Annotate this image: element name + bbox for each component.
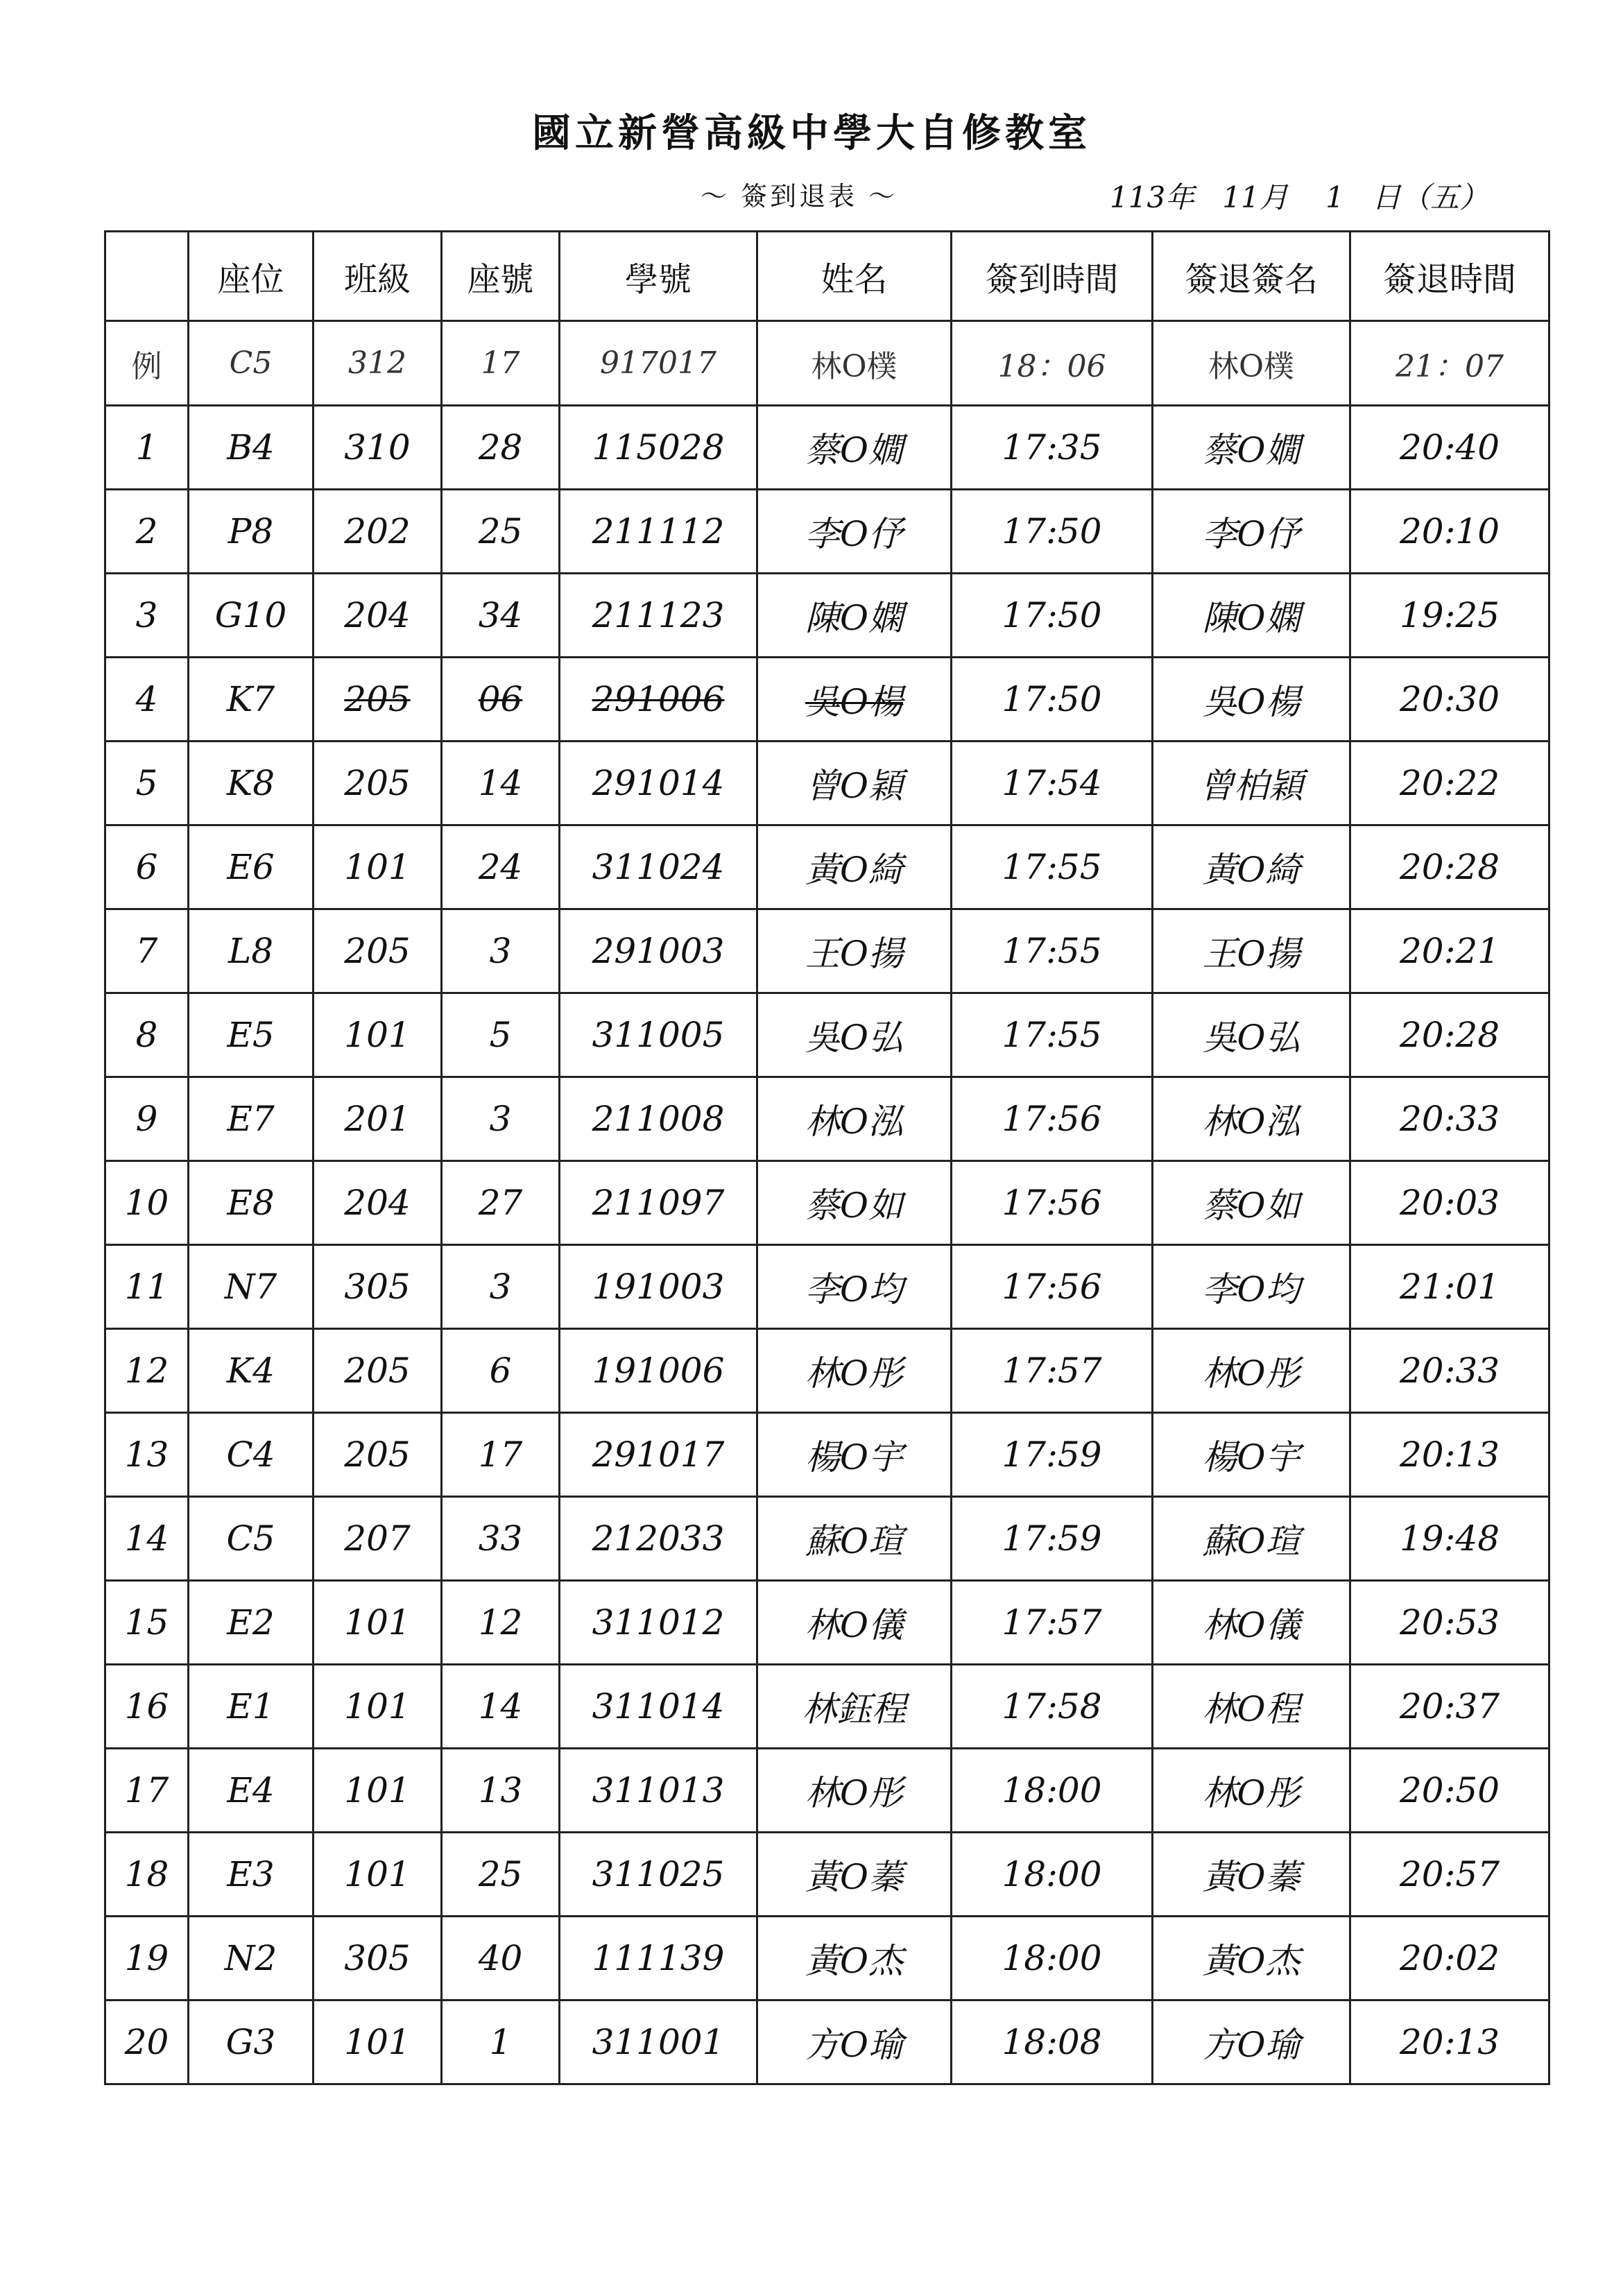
cell-seat-no: 27 bbox=[442, 1161, 560, 1245]
cell-name: 蘇O瑄 bbox=[757, 1497, 952, 1581]
cell-checkin: 17:59 bbox=[952, 1497, 1153, 1581]
example-student-id: 917017 bbox=[560, 321, 757, 406]
cell-name: 林O彤 bbox=[757, 1749, 952, 1833]
cell-checkin: 17:54 bbox=[952, 742, 1153, 825]
cell-student-id: 111139 bbox=[560, 1917, 757, 2001]
row-number: 10 bbox=[105, 1161, 189, 1245]
cell-seat-no: 3 bbox=[442, 1077, 560, 1161]
cell-class: 205 bbox=[314, 1413, 442, 1497]
cell-class: 201 bbox=[314, 1077, 442, 1161]
cell-checkout: 20:03 bbox=[1350, 1161, 1549, 1245]
cell-seat-no: 28 bbox=[442, 406, 560, 490]
row-number: 17 bbox=[105, 1749, 189, 1833]
cell-name: 方O瑜 bbox=[757, 2001, 952, 2084]
cell-seat: C4 bbox=[189, 1413, 314, 1497]
table-row bbox=[105, 1329, 1549, 1413]
row-number: 5 bbox=[105, 742, 189, 825]
cell-seat-no: 40 bbox=[442, 1917, 560, 2001]
sheet-subtitle: ～ 簽到退表 ～ bbox=[701, 181, 898, 212]
date-weekday: 五 bbox=[1429, 180, 1459, 214]
header-seat-no: 座號 bbox=[442, 232, 560, 321]
table-row bbox=[105, 574, 1549, 658]
cell-class: 207 bbox=[314, 1497, 442, 1581]
cell-name: 林O泓 bbox=[757, 1077, 952, 1161]
cell-checkin: 17:50 bbox=[952, 658, 1153, 742]
cell-checkout: 20:53 bbox=[1350, 1581, 1549, 1665]
cell-checkout: 20:37 bbox=[1350, 1665, 1549, 1749]
cell-checkout: 20:50 bbox=[1350, 1749, 1549, 1833]
cell-checkout-signature: 蘇O瑄 bbox=[1153, 1497, 1350, 1581]
cell-checkin: 17:35 bbox=[952, 406, 1153, 490]
cell-checkout-signature: 林O儀 bbox=[1153, 1581, 1350, 1665]
sheet-date: 113年 11月 1 日（五） bbox=[1110, 175, 1488, 216]
cell-name: 王O揚 bbox=[757, 909, 952, 993]
cell-class: 205 bbox=[314, 658, 442, 742]
cell-class: 101 bbox=[314, 1665, 442, 1749]
cell-seat: E4 bbox=[189, 1749, 314, 1833]
cell-student-id: 191006 bbox=[560, 1329, 757, 1413]
row-number: 20 bbox=[105, 2001, 189, 2084]
cell-class: 205 bbox=[314, 742, 442, 825]
cell-checkout: 20:40 bbox=[1350, 406, 1549, 490]
cell-checkout: 20:28 bbox=[1350, 993, 1549, 1077]
cell-checkout: 20:02 bbox=[1350, 1917, 1549, 2001]
example-seat-no: 17 bbox=[442, 321, 560, 406]
cell-checkin: 18:00 bbox=[952, 1917, 1153, 2001]
cell-checkin: 17:56 bbox=[952, 1161, 1153, 1245]
cell-name: 吳O弘 bbox=[757, 993, 952, 1077]
subtitle-row bbox=[0, 175, 1623, 216]
cell-seat: E6 bbox=[189, 825, 314, 909]
cell-seat: K4 bbox=[189, 1329, 314, 1413]
cell-seat: E3 bbox=[189, 1833, 314, 1917]
header-student-id: 學號 bbox=[560, 232, 757, 321]
cell-checkout: 20:57 bbox=[1350, 1833, 1549, 1917]
cell-seat: N7 bbox=[189, 1245, 314, 1329]
cell-name: 黃O杰 bbox=[757, 1917, 952, 2001]
cell-checkout: 20:33 bbox=[1350, 1077, 1549, 1161]
signin-table bbox=[104, 230, 1550, 2085]
cell-checkin: 18:00 bbox=[952, 1833, 1153, 1917]
cell-seat: K7 bbox=[189, 658, 314, 742]
cell-class: 204 bbox=[314, 1161, 442, 1245]
header-index bbox=[105, 232, 189, 321]
row-number: 3 bbox=[105, 574, 189, 658]
row-number: 1 bbox=[105, 406, 189, 490]
cell-seat: C5 bbox=[189, 1497, 314, 1581]
cell-seat-no: 33 bbox=[442, 1497, 560, 1581]
cell-checkout: 21:01 bbox=[1350, 1245, 1549, 1329]
table-row bbox=[105, 490, 1549, 574]
cell-checkout-signature: 黃O綺 bbox=[1153, 825, 1350, 909]
cell-seat-no: 17 bbox=[442, 1413, 560, 1497]
cell-checkout: 20:22 bbox=[1350, 742, 1549, 825]
cell-student-id: 311025 bbox=[560, 1833, 757, 1917]
cell-checkout: 20:13 bbox=[1350, 2001, 1549, 2084]
cell-seat: G3 bbox=[189, 2001, 314, 2084]
date-month-unit: 月 bbox=[1259, 180, 1289, 214]
cell-checkout-signature: 楊O宇 bbox=[1153, 1413, 1350, 1497]
cell-checkin: 17:55 bbox=[952, 825, 1153, 909]
cell-seat-no: 14 bbox=[442, 1665, 560, 1749]
table-row bbox=[105, 658, 1549, 742]
table-row bbox=[105, 993, 1549, 1077]
cell-seat: N2 bbox=[189, 1917, 314, 2001]
table-row bbox=[105, 1161, 1549, 1245]
cell-checkin: 18:00 bbox=[952, 1749, 1153, 1833]
cell-class: 305 bbox=[314, 1245, 442, 1329]
cell-checkin: 18:08 bbox=[952, 2001, 1153, 2084]
cell-seat-no: 5 bbox=[442, 993, 560, 1077]
cell-class: 101 bbox=[314, 1581, 442, 1665]
table-row bbox=[105, 1581, 1549, 1665]
row-number: 4 bbox=[105, 658, 189, 742]
header-checkout-signature: 簽退簽名 bbox=[1153, 232, 1350, 321]
cell-seat-no: 3 bbox=[442, 1245, 560, 1329]
cell-checkout-signature: 黃O杰 bbox=[1153, 1917, 1350, 2001]
header-row bbox=[105, 232, 1549, 321]
table-row bbox=[105, 1833, 1549, 1917]
cell-checkin: 17:59 bbox=[952, 1413, 1153, 1497]
cell-checkout-signature: 李O伃 bbox=[1153, 490, 1350, 574]
row-number: 9 bbox=[105, 1077, 189, 1161]
row-number: 12 bbox=[105, 1329, 189, 1413]
cell-checkin: 17:55 bbox=[952, 993, 1153, 1077]
table-row bbox=[105, 2001, 1549, 2084]
cell-student-id: 191003 bbox=[560, 1245, 757, 1329]
cell-student-id: 115028 bbox=[560, 406, 757, 490]
row-number: 6 bbox=[105, 825, 189, 909]
cell-class: 101 bbox=[314, 993, 442, 1077]
cell-seat: E8 bbox=[189, 1161, 314, 1245]
cell-seat: B4 bbox=[189, 406, 314, 490]
cell-checkout-signature: 蔡O嫺 bbox=[1153, 406, 1350, 490]
table-row bbox=[105, 825, 1549, 909]
cell-seat-no: 06 bbox=[442, 658, 560, 742]
cell-name: 李O均 bbox=[757, 1245, 952, 1329]
cell-name: 黃O綺 bbox=[757, 825, 952, 909]
table-row bbox=[105, 1749, 1549, 1833]
cell-name: 林O彤 bbox=[757, 1329, 952, 1413]
cell-student-id: 212033 bbox=[560, 1497, 757, 1581]
cell-class: 101 bbox=[314, 825, 442, 909]
cell-checkin: 17:50 bbox=[952, 490, 1153, 574]
cell-seat: P8 bbox=[189, 490, 314, 574]
cell-checkin: 17:50 bbox=[952, 574, 1153, 658]
date-day: 1 bbox=[1325, 180, 1344, 214]
header-seat: 座位 bbox=[189, 232, 314, 321]
row-number: 11 bbox=[105, 1245, 189, 1329]
row-number: 13 bbox=[105, 1413, 189, 1497]
cell-checkout: 20:30 bbox=[1350, 658, 1549, 742]
cell-class: 101 bbox=[314, 1749, 442, 1833]
cell-class: 310 bbox=[314, 406, 442, 490]
cell-seat-no: 25 bbox=[442, 490, 560, 574]
header-name: 姓名 bbox=[757, 232, 952, 321]
cell-name: 吳O楊 bbox=[757, 658, 952, 742]
cell-checkout: 20:13 bbox=[1350, 1413, 1549, 1497]
date-year-unit: 年 bbox=[1165, 180, 1195, 214]
cell-seat-no: 24 bbox=[442, 825, 560, 909]
cell-class: 204 bbox=[314, 574, 442, 658]
cell-checkout-signature: 王O揚 bbox=[1153, 909, 1350, 993]
cell-checkout: 20:10 bbox=[1350, 490, 1549, 574]
cell-seat: G10 bbox=[189, 574, 314, 658]
header-checkout: 簽退時間 bbox=[1350, 232, 1549, 321]
row-number: 14 bbox=[105, 1497, 189, 1581]
cell-name: 楊O宇 bbox=[757, 1413, 952, 1497]
cell-name: 黃O蓁 bbox=[757, 1833, 952, 1917]
cell-checkout-signature: 陳O嫻 bbox=[1153, 574, 1350, 658]
cell-class: 305 bbox=[314, 1917, 442, 2001]
row-number: 7 bbox=[105, 909, 189, 993]
row-number: 18 bbox=[105, 1833, 189, 1917]
cell-student-id: 311024 bbox=[560, 825, 757, 909]
date-day-unit: 日 bbox=[1371, 180, 1401, 214]
cell-student-id: 211008 bbox=[560, 1077, 757, 1161]
cell-student-id: 291017 bbox=[560, 1413, 757, 1497]
cell-name: 曾O穎 bbox=[757, 742, 952, 825]
cell-student-id: 291006 bbox=[560, 658, 757, 742]
row-number: 15 bbox=[105, 1581, 189, 1665]
table-row bbox=[105, 1245, 1549, 1329]
cell-seat-no: 34 bbox=[442, 574, 560, 658]
cell-seat-no: 25 bbox=[442, 1833, 560, 1917]
date-month: 11 bbox=[1222, 180, 1260, 214]
cell-seat: E1 bbox=[189, 1665, 314, 1749]
cell-class: 101 bbox=[314, 1833, 442, 1917]
date-year: 113 bbox=[1110, 180, 1166, 214]
cell-seat: L8 bbox=[189, 909, 314, 993]
cell-checkout-signature: 曾柏穎 bbox=[1153, 742, 1350, 825]
cell-student-id: 291003 bbox=[560, 909, 757, 993]
cell-checkout-signature: 吳O弘 bbox=[1153, 993, 1350, 1077]
row-number: 8 bbox=[105, 993, 189, 1077]
example-label: 例 bbox=[105, 321, 189, 406]
cell-seat-no: 1 bbox=[442, 2001, 560, 2084]
table-row bbox=[105, 1665, 1549, 1749]
example-checkout-signature: 林O樸 bbox=[1153, 321, 1350, 406]
cell-checkin: 17:58 bbox=[952, 1665, 1153, 1749]
table-row bbox=[105, 909, 1549, 993]
cell-checkin: 17:56 bbox=[952, 1245, 1153, 1329]
cell-student-id: 211097 bbox=[560, 1161, 757, 1245]
cell-seat: E2 bbox=[189, 1581, 314, 1665]
example-class: 312 bbox=[314, 321, 442, 406]
cell-student-id: 291014 bbox=[560, 742, 757, 825]
cell-checkout-signature: 林O程 bbox=[1153, 1665, 1350, 1749]
cell-checkout-signature: 黃O蓁 bbox=[1153, 1833, 1350, 1917]
cell-seat-no: 14 bbox=[442, 742, 560, 825]
cell-seat-no: 13 bbox=[442, 1749, 560, 1833]
cell-student-id: 211112 bbox=[560, 490, 757, 574]
cell-checkout: 20:28 bbox=[1350, 825, 1549, 909]
cell-student-id: 311014 bbox=[560, 1665, 757, 1749]
cell-class: 101 bbox=[314, 2001, 442, 2084]
table-row bbox=[105, 1917, 1549, 2001]
example-seat: C5 bbox=[189, 321, 314, 406]
example-checkin: 18：06 bbox=[952, 321, 1153, 406]
cell-checkout-signature: 林O泓 bbox=[1153, 1077, 1350, 1161]
cell-class: 205 bbox=[314, 1329, 442, 1413]
cell-name: 林O儀 bbox=[757, 1581, 952, 1665]
cell-seat-no: 3 bbox=[442, 909, 560, 993]
cell-checkout-signature: 吳O楊 bbox=[1153, 658, 1350, 742]
cell-checkin: 17:57 bbox=[952, 1581, 1153, 1665]
cell-checkout-signature: 林O彤 bbox=[1153, 1329, 1350, 1413]
row-number: 16 bbox=[105, 1665, 189, 1749]
row-number: 2 bbox=[105, 490, 189, 574]
cell-student-id: 311005 bbox=[560, 993, 757, 1077]
table-row bbox=[105, 1497, 1549, 1581]
cell-name: 林鈺程 bbox=[757, 1665, 952, 1749]
cell-checkout-signature: 蔡O如 bbox=[1153, 1161, 1350, 1245]
cell-checkin: 17:55 bbox=[952, 909, 1153, 993]
cell-checkin: 17:57 bbox=[952, 1329, 1153, 1413]
table-row bbox=[105, 1077, 1549, 1161]
table-row bbox=[105, 1413, 1549, 1497]
cell-checkout-signature: 林O彤 bbox=[1153, 1749, 1350, 1833]
example-row bbox=[105, 321, 1549, 406]
cell-seat-no: 6 bbox=[442, 1329, 560, 1413]
cell-name: 蔡O如 bbox=[757, 1161, 952, 1245]
cell-name: 陳O嫻 bbox=[757, 574, 952, 658]
cell-checkout: 20:33 bbox=[1350, 1329, 1549, 1413]
table-row bbox=[105, 742, 1549, 825]
cell-checkin: 17:56 bbox=[952, 1077, 1153, 1161]
example-checkout: 21：07 bbox=[1350, 321, 1549, 406]
cell-student-id: 211123 bbox=[560, 574, 757, 658]
cell-class: 205 bbox=[314, 909, 442, 993]
cell-seat: E5 bbox=[189, 993, 314, 1077]
cell-student-id: 311012 bbox=[560, 1581, 757, 1665]
cell-checkout-signature: 李O均 bbox=[1153, 1245, 1350, 1329]
cell-checkout: 20:21 bbox=[1350, 909, 1549, 993]
cell-checkout: 19:48 bbox=[1350, 1497, 1549, 1581]
cell-checkout: 19:25 bbox=[1350, 574, 1549, 658]
cell-seat: E7 bbox=[189, 1077, 314, 1161]
example-name: 林O樸 bbox=[757, 321, 952, 406]
cell-name: 李O伃 bbox=[757, 490, 952, 574]
table-row bbox=[105, 406, 1549, 490]
row-number: 19 bbox=[105, 1917, 189, 2001]
sheet-title: 國立新營高級中學大自修教室 bbox=[532, 111, 1091, 156]
header-class: 班級 bbox=[314, 232, 442, 321]
cell-seat: K8 bbox=[189, 742, 314, 825]
cell-seat-no: 12 bbox=[442, 1581, 560, 1665]
cell-name: 蔡O嫺 bbox=[757, 406, 952, 490]
cell-checkout-signature: 方O瑜 bbox=[1153, 2001, 1350, 2084]
header-checkin: 簽到時間 bbox=[952, 232, 1153, 321]
cell-student-id: 311013 bbox=[560, 1749, 757, 1833]
cell-student-id: 311001 bbox=[560, 2001, 757, 2084]
cell-class: 202 bbox=[314, 490, 442, 574]
